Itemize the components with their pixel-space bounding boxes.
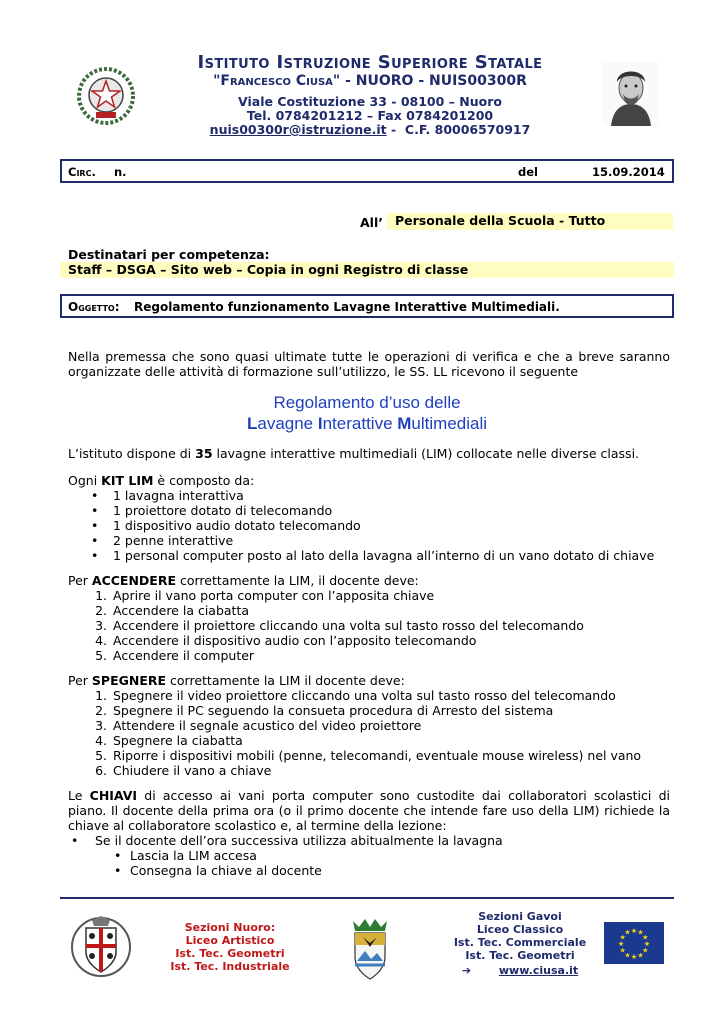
circ-date-label: del bbox=[518, 165, 538, 179]
list-item: • 2 penne interattive bbox=[91, 533, 234, 548]
competence-recipients-label: Destinatari per competenza: bbox=[68, 247, 270, 262]
keys-case-list bbox=[71, 833, 655, 848]
circular-info-box bbox=[60, 159, 674, 183]
school-phone: Tel. 0784201212 – Fax 0784201200 bbox=[246, 108, 494, 123]
kit-lim-list bbox=[91, 488, 673, 563]
list-item: 4. Spegnere la ciabatta bbox=[95, 733, 243, 748]
school-subtitle: "Francesco Ciusa" - NUORO - NUIS00300R bbox=[213, 73, 527, 89]
school-address: Viale Costituzione 33 - 08100 – Nuoro bbox=[238, 94, 502, 109]
fiscal-code: C.F. 80006570917 bbox=[404, 122, 531, 137]
list-item: 6. Chiudere il vano a chiave bbox=[95, 763, 272, 778]
eu-star-icon: ★ bbox=[642, 946, 649, 955]
arrow-right-icon: ➔ bbox=[461, 964, 472, 977]
school-name-title: Istituto Istruzione Superiore Statale bbox=[197, 52, 543, 73]
keys-sub-list bbox=[114, 848, 650, 878]
eu-star-icon: ★ bbox=[617, 940, 625, 948]
list-item: 5. Riporre i dispositivi mobili (penne, telecomandi, eventuale mouse wireless) nel vano bbox=[95, 748, 642, 763]
subject-label: Oggetto: bbox=[68, 300, 120, 314]
list-item: 1. Spegnere il video proiettore cliccando una volta sul tasto rosso del telecomando bbox=[95, 688, 616, 703]
regulation-title-line-1: Regolamento d’uso delle bbox=[273, 393, 461, 412]
province-coat-of-arms-icon bbox=[345, 917, 395, 981]
list-item: • 1 dispositivo audio dotato telecomando bbox=[91, 518, 361, 533]
list-item: 3. Accendere il proiettore cliccando una volta sul tasto rosso del telecomando bbox=[95, 618, 584, 633]
circ-date: 15.09.2014 bbox=[592, 165, 665, 179]
subject-value: Regolamento funzionamento Lavagne Interattive Multimediali. bbox=[134, 300, 560, 314]
power-off-heading: Per SPEGNERE correttamente la LIM il docente deve: bbox=[68, 673, 405, 688]
recipient-label: All’ bbox=[360, 215, 383, 230]
intro-paragraph: Nella premessa che sono quasi ultimate tutte le operazioni di verifica e che a breve saranno organizzate delle attività di formazione sull’utilizzo, le SS. LL ricevono il seguente bbox=[68, 349, 670, 379]
eu-star-icon: ★ bbox=[619, 933, 626, 942]
power-on-steps bbox=[95, 588, 673, 663]
regulation-title-line-2: Lavagne Interattive Multimediali bbox=[246, 414, 488, 433]
eu-flag-icon bbox=[604, 922, 664, 964]
list-item: • Se il docente dell’ora successiva utilizza abitualmente la lavagna bbox=[71, 833, 503, 848]
keys-paragraph: Le CHIAVI di accesso ai vani porta computer sono custodite dai collaboratori scolastici di piano. Il docente della prima ora (o il primo docente che intende fare uso della LIM) richiede la chiave al collaboratore scolastico e, al termine della lezione: bbox=[68, 788, 670, 833]
regulation-title bbox=[60, 392, 674, 434]
eu-star-icon: ★ bbox=[630, 927, 638, 935]
eu-star-icon: ★ bbox=[642, 933, 649, 942]
eu-star-icon: ★ bbox=[637, 951, 644, 960]
list-item: 1. Aprire il vano porta computer con l’apposita chiave bbox=[95, 588, 435, 603]
eu-star-icon: ★ bbox=[619, 946, 626, 955]
list-item: • 1 lavagna interattiva bbox=[91, 488, 244, 503]
circ-label: Circ. bbox=[68, 165, 96, 179]
list-item: • 1 proiettore dotato di telecomando bbox=[91, 503, 333, 518]
sardinia-coat-of-arms-icon bbox=[70, 914, 132, 980]
footer-divider bbox=[60, 897, 674, 899]
kit-lim-heading: Ogni KIT LIM è composto da: bbox=[68, 473, 255, 488]
email-link[interactable]: nuis00300r@istruzione.it bbox=[209, 122, 387, 137]
competence-recipients-value: Staff – DSGA – Sito web – Copia in ogni Registro di classe bbox=[60, 262, 674, 278]
eu-star-icon: ★ bbox=[624, 951, 631, 960]
list-item: 3. Attendere il segnale acustico del video proiettore bbox=[95, 718, 422, 733]
list-item: • 1 personal computer posto al lato della lavagna all’interno di un vano dotato di chiave bbox=[91, 548, 655, 563]
power-off-steps bbox=[95, 688, 673, 778]
eu-star-icon: ★ bbox=[637, 928, 644, 937]
school-contacts: nuis00300r@istruzione.it - C.F. 80006570917 bbox=[209, 122, 531, 137]
footer-nuoro-sections: Sezioni Nuoro: Liceo Artistico Ist. Tec. Geometri Ist. Tec. Industriale bbox=[170, 921, 290, 973]
list-item: 2. Spegnere il PC seguendo la consueta procedura di Arresto del sistema bbox=[95, 703, 554, 718]
list-item: 2. Accendere la ciabatta bbox=[95, 603, 250, 618]
list-item: • Consegna la chiave al docente bbox=[114, 863, 322, 878]
lim-count-paragraph: L’istituto dispone di 35 lavagne interattive multimediali (LIM) collocate nelle diverse classi. bbox=[68, 446, 640, 461]
italian-republic-emblem-icon bbox=[76, 66, 136, 126]
list-item: 5. Accendere il computer bbox=[95, 648, 255, 663]
eu-star-icon: ★ bbox=[630, 953, 638, 961]
power-on-heading: Per ACCENDERE correttamente la LIM, il docente deve: bbox=[68, 573, 419, 588]
footer-gavoi-sections: Sezioni Gavoi Liceo Classico Ist. Tec. Commerciale Ist. Tec. Geometri ➔ www.ciusa.it bbox=[430, 910, 610, 977]
eu-star-icon: ★ bbox=[643, 940, 651, 948]
francesco-ciusa-portrait-icon bbox=[603, 62, 659, 126]
website-row bbox=[430, 964, 610, 977]
subject-box bbox=[60, 294, 674, 318]
website-link[interactable]: www.ciusa.it bbox=[498, 964, 579, 977]
circ-number-label: n. bbox=[114, 165, 127, 179]
eu-star-icon: ★ bbox=[624, 928, 631, 937]
recipient-value: Personale della Scuola - Tutto bbox=[387, 213, 673, 230]
list-item: • Lascia la LIM accesa bbox=[114, 848, 257, 863]
list-item: 4. Accendere il dispositivo audio con l’apposito telecomando bbox=[95, 633, 477, 648]
